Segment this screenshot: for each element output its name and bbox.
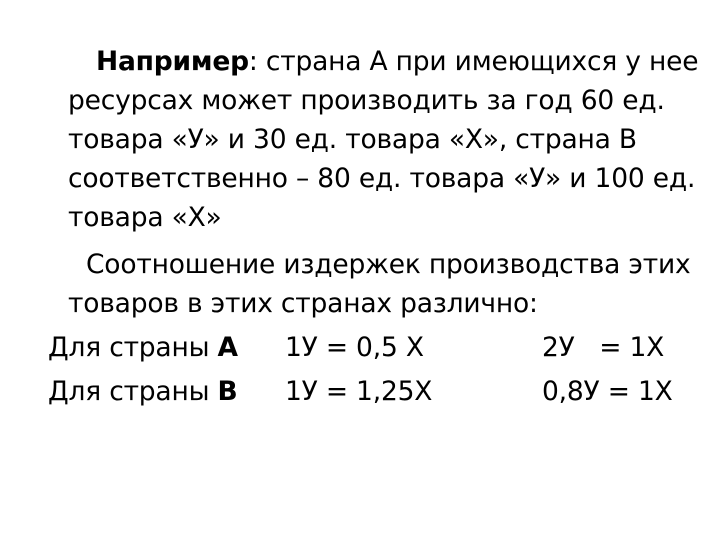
example-line-2: ресурсах может производить за год 60 ед. bbox=[68, 85, 665, 116]
country-a-ratio-1: 1У = 0,5 Х bbox=[285, 332, 424, 363]
country-a-label bbox=[48, 328, 238, 367]
country-b-name: В bbox=[217, 376, 238, 407]
example-line-5: товара «Х» bbox=[68, 202, 222, 233]
cost-ratio-line-2: товаров в этих странах различно: bbox=[68, 288, 538, 319]
country-label-prefix: Для страны bbox=[48, 376, 218, 407]
country-b-ratio-1: 1У = 1,25Х bbox=[285, 376, 433, 407]
example-lead-rest: : страна А при имеющихся у нее bbox=[248, 46, 699, 77]
country-a-ratio-2: 2У = 1Х bbox=[542, 332, 665, 363]
country-b-label bbox=[48, 372, 238, 411]
example-lead-bold: Например bbox=[96, 46, 249, 77]
country-label-prefix: Для страны bbox=[48, 332, 218, 363]
example-paragraph bbox=[68, 42, 708, 237]
cost-ratio-paragraph bbox=[68, 245, 708, 323]
cost-ratio-line-1: Соотношение издержек производства этих bbox=[86, 249, 691, 280]
example-line-1 bbox=[68, 42, 708, 81]
country-b-row bbox=[0, 372, 720, 411]
country-a-name: А bbox=[217, 332, 238, 363]
example-line-3: товара «У» и 30 ед. товара «Х», страна В bbox=[68, 124, 637, 155]
country-b-ratio-2: 0,8У = 1Х bbox=[542, 376, 673, 407]
example-line-4: соответственно – 80 ед. товара «У» и 100 ед. bbox=[68, 163, 696, 194]
country-a-row bbox=[0, 328, 720, 367]
